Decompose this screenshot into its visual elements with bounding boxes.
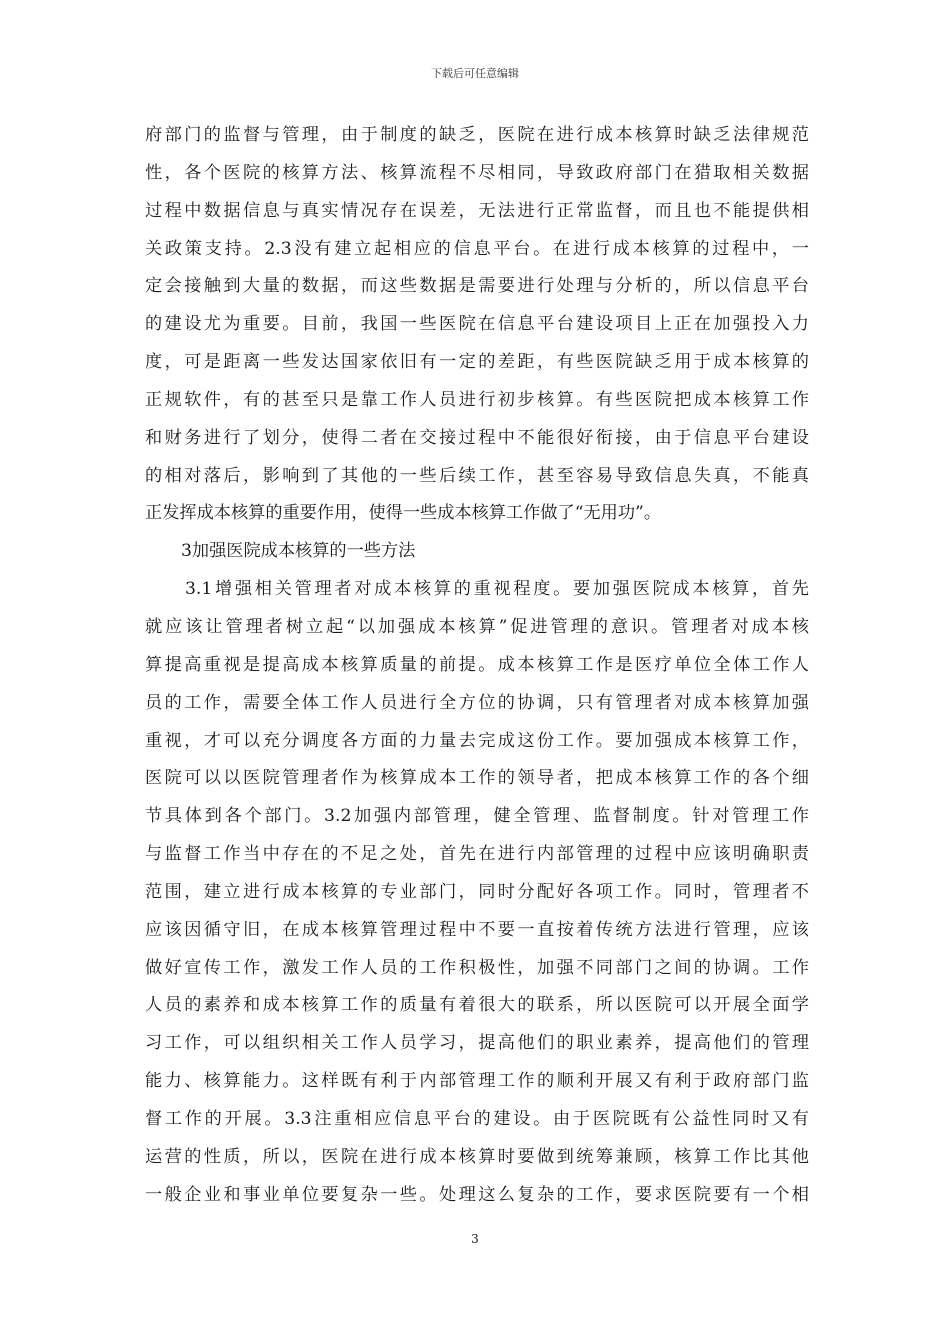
- text-line: 医院可以以医院管理者作为核算成本工作的领导者，把成本核算工作的各个细: [145, 768, 809, 789]
- text-line: 能力、核算能力。这样既有利于内部管理工作的顺利开展又有利于政府部门监: [145, 1071, 809, 1092]
- text-line: 3.1增强相关管理者对成本核算的重视程度。要加强医院成本核算，首先: [185, 579, 809, 600]
- text-line: 做好宣传工作，激发工作人员的工作积极性，加强不同部门之间的协调。工作: [145, 957, 809, 978]
- text-line: 算提高重视是提高成本核算质量的前提。成本核算工作是医疗单位全体工作人: [145, 654, 809, 675]
- text-line: 重视，才可以充分调度各方面的力量去完成这份工作。要加强成本核算工作，: [145, 730, 809, 751]
- section-heading: 3加强医院成本核算的一些方法: [181, 541, 416, 562]
- text-line: 一般企业和事业单位要复杂一些。处理这么复杂的工作，要求医院要有一个相: [145, 1184, 809, 1205]
- text-line: 正发挥成本核算的重要作用，使得一些成本核算工作做了“无用功”。: [145, 503, 662, 524]
- paragraph-2: [145, 571, 809, 1214]
- text-line: 与监督工作当中存在的不足之处，首先在进行内部管理的过程中应该明确职责: [145, 844, 809, 865]
- document-body: [145, 117, 809, 1214]
- text-line: 习工作，可以组织相关工作人员学习，提高他们的职业素养，提高他们的管理: [145, 1033, 809, 1054]
- text-line: 正规软件，有的甚至只是靠工作人员进行初步核算。有些医院把成本核算工作: [145, 389, 809, 410]
- text-line: 性，各个医院的核算方法、核算流程不尽相同，导致政府部门在猎取相关数据: [145, 162, 809, 183]
- text-line: 关政策支持。2.3没有建立起相应的信息平台。在进行成本核算的过程中，一: [145, 238, 809, 259]
- text-line: 员的工作，需要全体工作人员进行全方位的协调，只有管理者对成本核算加强: [145, 692, 809, 713]
- text-line: 过程中数据信息与真实情况存在误差，无法进行正常监督，而且也不能提供相: [145, 200, 809, 221]
- text-line: 和财务进行了划分，使得二者在交接过程中不能很好衔接，由于信息平台建设: [145, 427, 809, 448]
- text-line: 人员的素养和成本核算工作的质量有着很大的联系，所以医院可以开展全面学: [145, 995, 809, 1016]
- text-line: 的相对落后，影响到了其他的一些后续工作，甚至容易导致信息失真，不能真: [145, 465, 809, 486]
- text-line: 应该因循守旧，在成本核算管理过程中不要一直按着传统方法进行管理，应该: [145, 919, 809, 940]
- text-line: 运营的性质，所以，医院在进行成本核算时要做到统筹兼顾，核算工作比其他: [145, 1146, 809, 1167]
- page-header-note: 下载后可任意编辑: [431, 67, 519, 80]
- text-line: 定会接触到大量的数据，而这些数据是需要进行处理与分析的，所以信息平台: [145, 276, 809, 297]
- text-line: 度，可是距离一些发达国家依旧有一定的差距，有些医院缺乏用于成本核算的: [145, 352, 809, 373]
- text-line: 的建设尤为重要。目前，我国一些医院在信息平台建设项目上正在加强投入力: [145, 314, 809, 335]
- text-line: 范围，建立进行成本核算的专业部门，同时分配好各项工作。同时，管理者不: [145, 881, 809, 902]
- page-number: 3: [471, 1232, 479, 1246]
- paragraph-1: [145, 117, 809, 533]
- text-line: 府部门的监督与管理，由于制度的缺乏，医院在进行成本核算时缺乏法律规范: [145, 125, 809, 145]
- text-line: 节具体到各个部门。3.2加强内部管理，健全管理、监督制度。针对管理工作: [145, 806, 809, 827]
- text-line: 就应该让管理者树立起“以加强成本核算”促进管理的意识。管理者对成本核: [145, 616, 809, 637]
- text-line: 督工作的开展。3.3注重相应信息平台的建设。由于医院既有公益性同时又有: [145, 1108, 809, 1129]
